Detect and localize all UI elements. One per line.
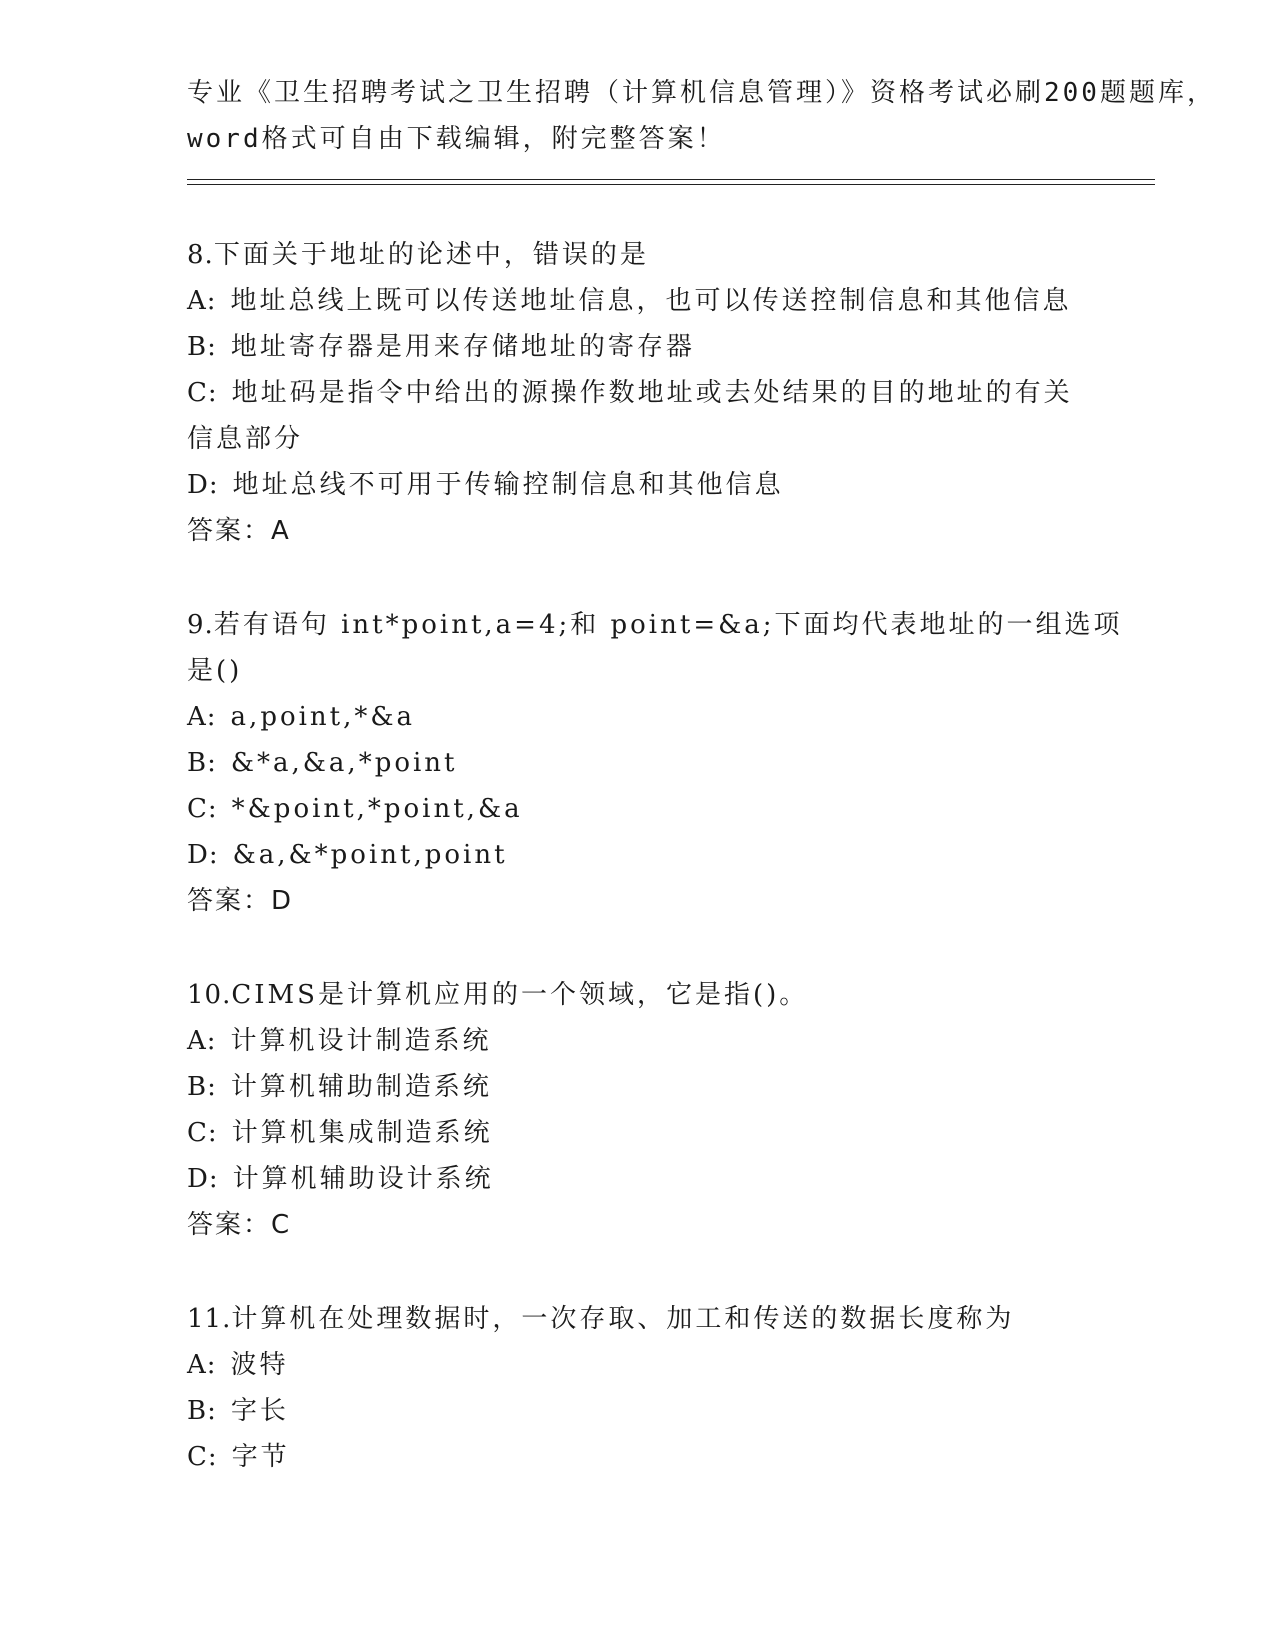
question-block (187, 972, 1087, 1248)
option-item (187, 1018, 1087, 1064)
option-item (187, 1156, 1087, 1202)
question-number: 10. (187, 980, 232, 1010)
option-label: C: (187, 1442, 218, 1472)
question-stem-text: 若有语句 int*point,a=4;和 point=&a;下面均代表地址的一组选项 (213, 610, 1123, 640)
option-label: C: (187, 378, 218, 408)
option-label: D: (187, 1164, 219, 1194)
option-label: A: (187, 286, 217, 316)
option-label: D: (187, 840, 219, 870)
answer-line: 答案：A (187, 516, 291, 546)
question-number: 8. (187, 240, 214, 270)
question-list (187, 232, 1123, 1528)
option-text: 信息部分 (187, 424, 304, 454)
question-stem (187, 232, 1087, 278)
document-header (187, 70, 1216, 162)
option-item (187, 1110, 1087, 1156)
option-text: &a,&*point,point (232, 840, 508, 870)
option-text: 计算机辅助设计系统 (232, 1164, 494, 1194)
option-text: 计算机集成制造系统 (231, 1118, 493, 1148)
option-item (187, 1388, 1087, 1434)
question-stem (187, 1296, 1087, 1342)
option-item (187, 1342, 1087, 1388)
option-text: 计算机辅助制造系统 (230, 1072, 492, 1102)
question-stem-text: CIMS是计算机应用的一个领域，它是指()。 (231, 980, 809, 1010)
option-text: *&point,*point,&a (231, 794, 523, 824)
header-divider-top (187, 179, 1155, 180)
option-item (187, 832, 1087, 878)
option-label: C: (187, 1118, 218, 1148)
question-stem (187, 972, 1087, 1018)
option-item (187, 1064, 1087, 1110)
option-item (187, 278, 1087, 324)
header-divider-bottom (187, 184, 1155, 185)
header-line-1: 专业《卫生招聘考试之卫生招聘（计算机信息管理）》资格考试必刷200题题库， (187, 78, 1216, 108)
option-label: A: (187, 1026, 217, 1056)
option-label: B: (187, 332, 217, 362)
question-number: 9. (187, 610, 214, 640)
question-stem (187, 602, 1123, 648)
option-text: 字长 (230, 1396, 289, 1426)
option-text: 地址码是指令中给出的源操作数地址或去处结果的目的地址的有关 (231, 378, 1073, 408)
header-line-2: word格式可自由下载编辑，附完整答案！ (187, 124, 726, 154)
answer-line: 答案：D (187, 886, 294, 916)
option-text: 波特 (230, 1350, 289, 1380)
option-text: 计算机设计制造系统 (230, 1026, 492, 1056)
option-label: D: (187, 470, 219, 500)
option-text: 地址总线不可用于传输控制信息和其他信息 (232, 470, 784, 500)
option-label: B: (187, 1072, 217, 1102)
option-text: 字节 (231, 1442, 290, 1472)
question-stem-text: 计算机在处理数据时，一次存取、加工和传送的数据长度称为 (231, 1304, 1015, 1334)
question-stem-text: 下面关于地址的论述中，错误的是 (213, 240, 649, 270)
option-item (187, 324, 1087, 370)
option-label: A: (187, 702, 217, 732)
question-block (187, 602, 1123, 924)
option-item (187, 416, 1087, 462)
question-stem (187, 648, 1087, 694)
option-item (187, 462, 1087, 508)
option-text: &*a,&a,*point (230, 748, 458, 778)
option-text: 地址寄存器是用来存储地址的寄存器 (230, 332, 695, 362)
option-label: B: (187, 748, 217, 778)
question-block (187, 232, 1087, 554)
option-item (187, 740, 1087, 786)
answer-line: 答案：C (187, 1210, 292, 1240)
option-text: 地址总线上既可以传送地址信息，也可以传送控制信息和其他信息 (230, 286, 1072, 316)
option-item (187, 370, 1087, 416)
option-item (187, 1434, 1087, 1480)
option-item (187, 694, 1087, 740)
option-item (187, 786, 1087, 832)
question-stem-text: 是() (187, 656, 243, 686)
option-text: a,point,*&a (230, 702, 416, 732)
option-label: A: (187, 1350, 217, 1380)
option-label: C: (187, 794, 218, 824)
question-number: 11. (187, 1304, 232, 1334)
question-block (187, 1296, 1087, 1480)
option-label: B: (187, 1396, 217, 1426)
